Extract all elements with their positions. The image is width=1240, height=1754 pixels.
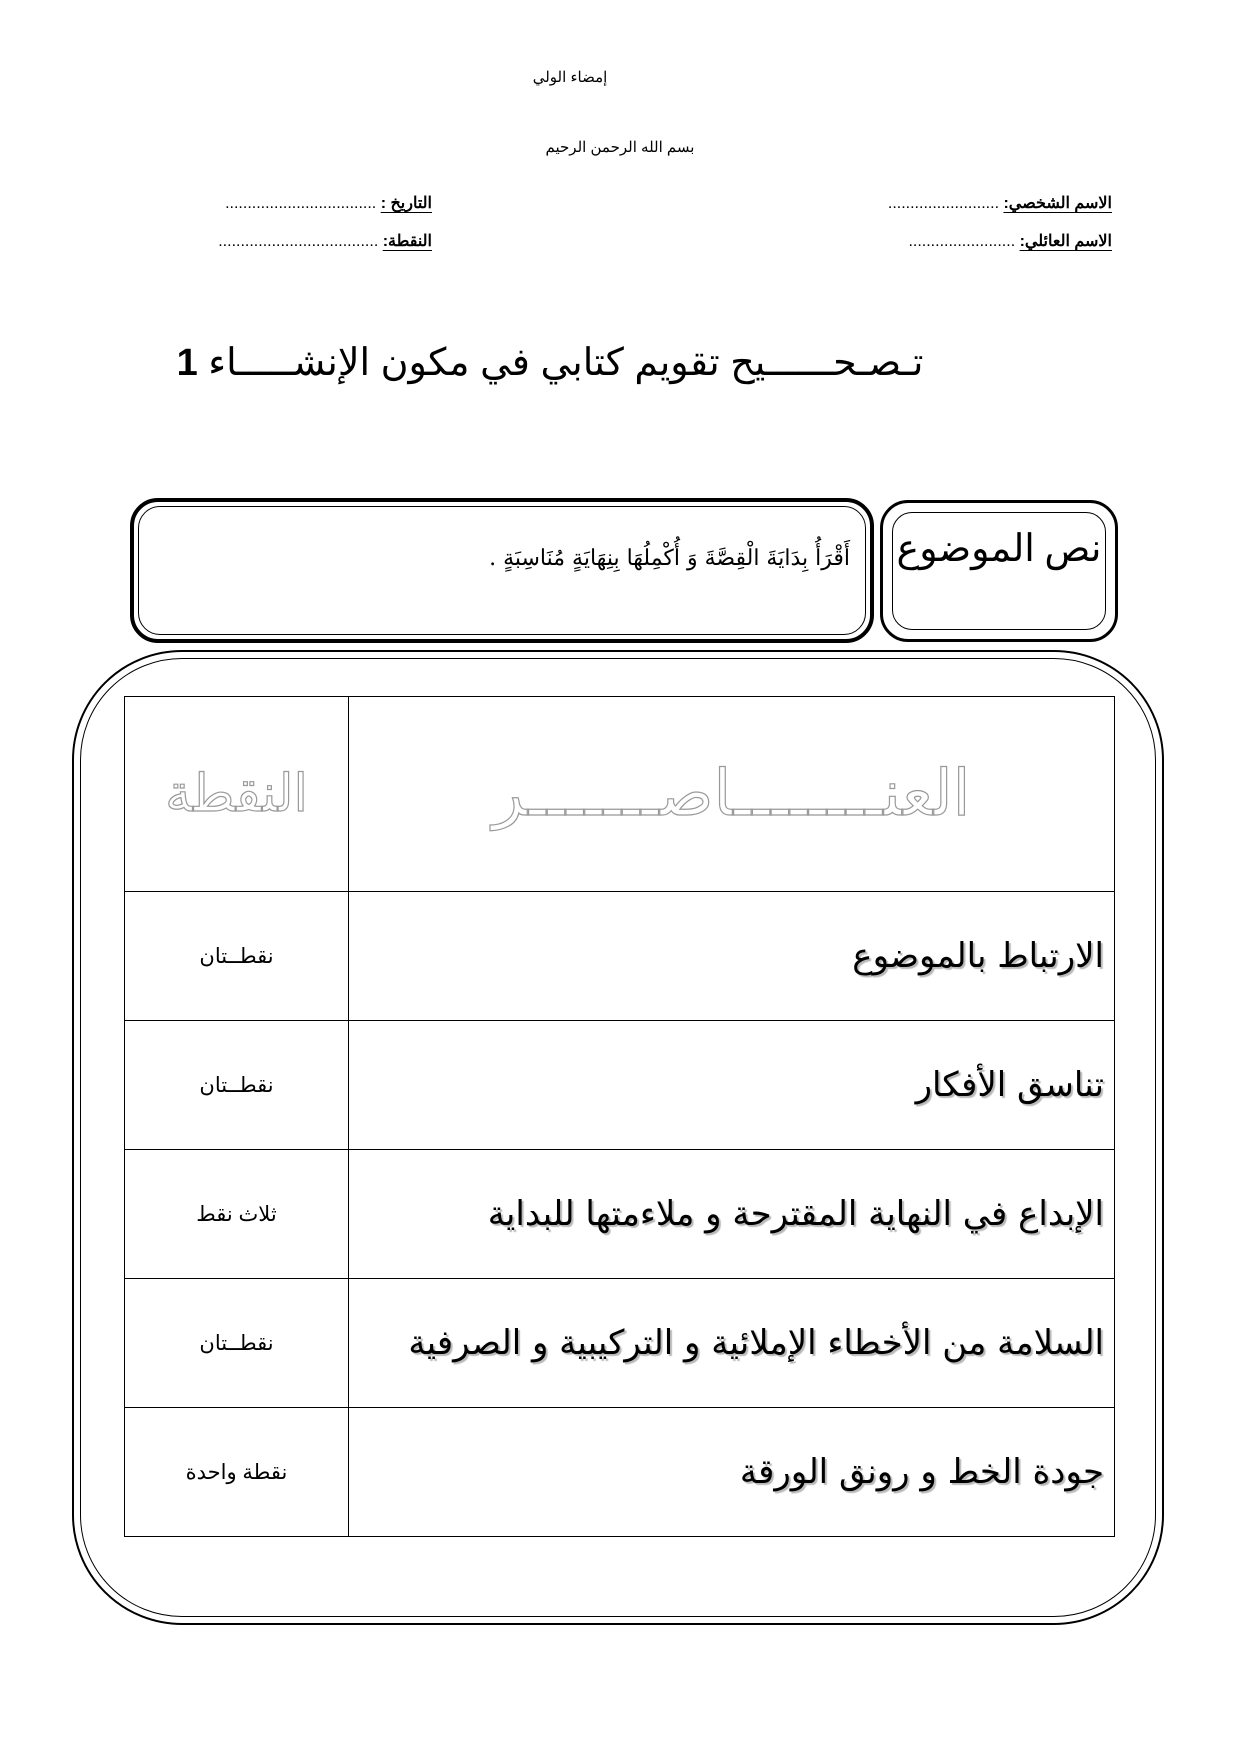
criterion-cell: تناسق الأفكار xyxy=(349,1021,1115,1150)
table-row xyxy=(125,892,1115,1021)
family-name-blank[interactable]: ........................ xyxy=(908,233,1016,250)
table-row xyxy=(125,1279,1115,1408)
table-row xyxy=(125,1021,1115,1150)
criterion-cell: الإبداع في النهاية المقترحة و ملاءمتها للبداية xyxy=(349,1150,1115,1279)
criterion-cell: جودة الخط و رونق الورقة xyxy=(349,1408,1115,1537)
points-cell: ثلاث نقط xyxy=(125,1150,349,1279)
date-blank[interactable]: .................................. xyxy=(225,195,377,212)
guardian-signature-label: إمضاء الولي xyxy=(532,69,608,86)
score-field[interactable] xyxy=(218,231,432,251)
first-name-blank[interactable]: ......................... xyxy=(887,195,1000,212)
table-row xyxy=(125,1150,1115,1279)
basmala: بسم الله الرحمن الرحيم xyxy=(545,139,695,156)
date-label: التاريخ : xyxy=(380,195,432,212)
page-title xyxy=(150,340,950,385)
points-cell: نقطــتان xyxy=(125,1021,349,1150)
rubric-table xyxy=(124,696,1115,1537)
points-cell: نقطة واحدة xyxy=(125,1408,349,1537)
points-cell: نقطــتان xyxy=(125,892,349,1021)
table-row xyxy=(125,1408,1115,1537)
page-title-text: تـصـحــــــيح تقويم كتابي في مكون الإنشـــــاء xyxy=(208,342,924,384)
score-label: النقطة: xyxy=(382,233,432,250)
header-points: النقطة xyxy=(125,697,349,892)
criterion-cell: الارتباط بالموضوع xyxy=(349,892,1115,1021)
rubric-header-row xyxy=(125,697,1115,892)
topic-label: نص الموضوع xyxy=(892,512,1106,630)
points-cell: نقطــتان xyxy=(125,1279,349,1408)
page-title-number: 1 xyxy=(176,342,198,384)
first-name-label: الاسم الشخصي: xyxy=(1003,195,1112,212)
score-blank[interactable]: .................................... xyxy=(218,233,379,250)
date-field[interactable] xyxy=(225,193,432,213)
family-name-field[interactable] xyxy=(908,231,1112,251)
header-elements: العنــــــــاصـــــــر xyxy=(349,697,1115,892)
first-name-field[interactable] xyxy=(888,193,1112,213)
family-name-label: الاسم العائلي: xyxy=(1019,233,1112,250)
instruction-text: أَقْرَأُ بِدَايَةَ الْقِصَّةَ وَ أُكْمِلُهَا بِنِهَايَةٍ مُنَاسِبَةٍ . xyxy=(489,546,850,571)
criterion-cell: السلامة من الأخطاء الإملائية و التركيبية و الصرفية xyxy=(349,1279,1115,1408)
